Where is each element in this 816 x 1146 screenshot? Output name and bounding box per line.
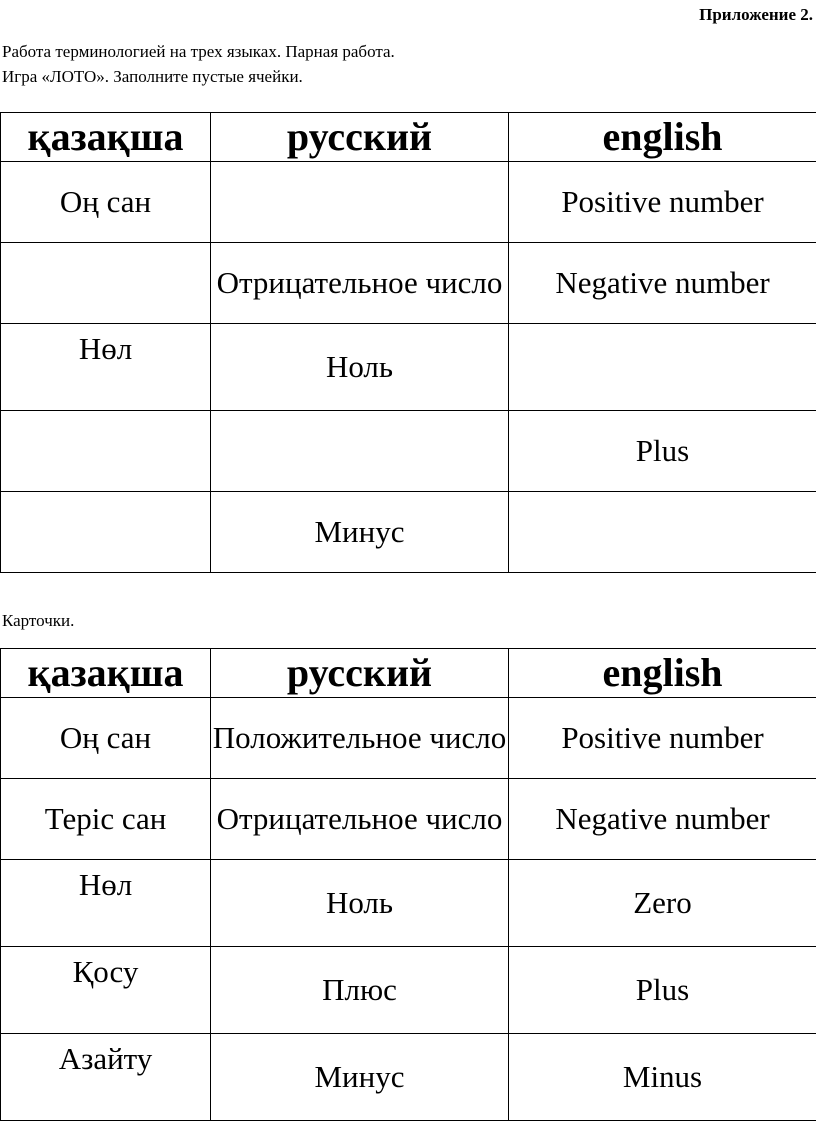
card-cell-english: Negative number	[509, 779, 816, 860]
cell-kazakh: Оң сан	[1, 162, 211, 243]
table-row	[1, 698, 816, 779]
card-cell-kazakh: Қосу	[1, 947, 211, 1034]
cards-label: Карточки.	[2, 611, 75, 630]
empty-cell-english[interactable]	[509, 324, 816, 411]
table-row	[1, 1034, 816, 1121]
card-cell-english: Plus	[509, 947, 816, 1034]
table-row	[1, 947, 816, 1034]
card-cell-russian: Отрицательное число	[211, 779, 509, 860]
column-header-kazakh: қазақша	[1, 113, 211, 162]
card-cell-russian: Плюс	[211, 947, 509, 1034]
table-row	[1, 411, 816, 492]
cell-russian: Минус	[211, 492, 509, 573]
cell-kazakh: Нөл	[1, 324, 211, 411]
cell-english: Positive number	[509, 162, 816, 243]
loto-game-table	[0, 112, 816, 573]
card-cell-russian: Ноль	[211, 860, 509, 947]
empty-cell-russian[interactable]	[211, 411, 509, 492]
empty-cell-kazakh[interactable]	[1, 492, 211, 573]
instruction-line-2: Игра «ЛОТО». Заполните пустые ячейки.	[2, 67, 303, 86]
table-header-row	[1, 649, 816, 698]
card-cell-english: Zero	[509, 860, 816, 947]
column-header-english: english	[509, 113, 816, 162]
instruction-line-1: Работа терминологией на трех языках. Парная работа.	[2, 42, 395, 61]
empty-cell-kazakh[interactable]	[1, 411, 211, 492]
table-header-row	[1, 113, 816, 162]
cards-table	[0, 648, 816, 1121]
card-cell-english: Positive number	[509, 698, 816, 779]
table-row	[1, 860, 816, 947]
card-cell-kazakh: Теріс сан	[1, 779, 211, 860]
table-row	[1, 492, 816, 573]
empty-cell-russian[interactable]	[211, 162, 509, 243]
card-cell-english: Minus	[509, 1034, 816, 1121]
table-row	[1, 324, 816, 411]
card-cell-kazakh: Оң сан	[1, 698, 211, 779]
empty-cell-english[interactable]	[509, 492, 816, 573]
card-cell-russian: Положительное число	[211, 698, 509, 779]
column-header-russian: русский	[211, 113, 509, 162]
table-row	[1, 162, 816, 243]
cell-russian: Отрицательное число	[211, 243, 509, 324]
card-cell-russian: Минус	[211, 1034, 509, 1121]
cell-russian: Ноль	[211, 324, 509, 411]
appendix-label: Приложение 2.	[699, 5, 813, 24]
card-cell-kazakh: Азайту	[1, 1034, 211, 1121]
column-header-english: english	[509, 649, 816, 698]
column-header-russian: русский	[211, 649, 509, 698]
card-cell-kazakh: Нөл	[1, 860, 211, 947]
cell-english: Negative number	[509, 243, 816, 324]
empty-cell-kazakh[interactable]	[1, 243, 211, 324]
table-row	[1, 243, 816, 324]
column-header-kazakh: қазақша	[1, 649, 211, 698]
table-row	[1, 779, 816, 860]
cell-english: Plus	[509, 411, 816, 492]
